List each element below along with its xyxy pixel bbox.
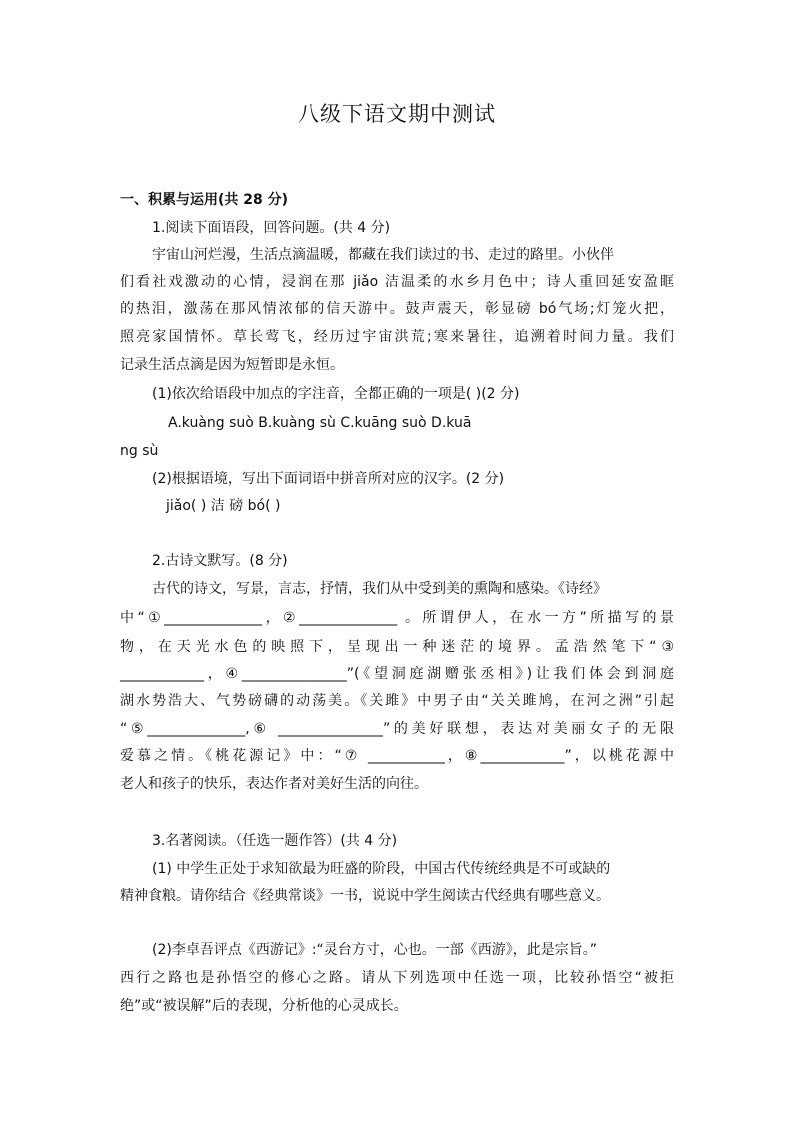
q3-sub2-line: 绝”或“被误解”后的表现，分析他的心灵成长。 bbox=[120, 998, 408, 1014]
q1-paragraph-line: 照亮家国情怀。草长莺飞，经历过宇宙洪荒;寒来暑往，追溯着时间力量。我们 bbox=[120, 329, 674, 345]
q1-sub2-blanks: jiǎo( ) 洁 磅 bó( ) bbox=[166, 498, 281, 514]
q2-paragraph-line: “⑤______________,⑥ _______________”的美好联想，表达对美丽女子的无限 bbox=[120, 721, 674, 737]
q2-prompt: 2.古诗文默写。(8 分) bbox=[152, 553, 288, 569]
q2-paragraph-line: 老人和孩子的快乐，表达作者对美好生活的向往。 bbox=[120, 776, 428, 792]
q2-paragraph-line: 中“①______________，②______________ 。所谓伊人，在水一方”所描写的景 bbox=[120, 610, 674, 626]
q1-sub1-options-wrap: ng sù bbox=[120, 443, 159, 459]
q1-prompt: 1.阅读下面语段，回答问题。(共 4 分) bbox=[152, 220, 391, 236]
q2-paragraph-line: ____________，④_______________”(《望洞庭湖赠张丞相》)让我们体会到洞庭 bbox=[120, 666, 674, 682]
q1-paragraph-line: 宇宙山河烂漫，生活点滴温暖，都藏在我们读过的书、走过的路里。小伙伴 bbox=[152, 247, 614, 263]
q1-paragraph-line: 记录生活点滴是因为短暂即是永恒。 bbox=[120, 357, 344, 373]
q3-sub2-line: (2)李卓吾评点《西游记》:“灵台方寸，心也。一部《西游》，此是宗旨。” bbox=[152, 942, 598, 958]
section-heading: 一、积累与运用(共 28 分) bbox=[120, 192, 289, 208]
q2-paragraph-line: 古代的诗文，写景，言志，抒情，我们从中受到美的熏陶和感染。《诗经》 bbox=[152, 581, 607, 597]
q2-paragraph-line: 物，在天光水色的映照下，呈现出一种迷茫的境界。孟浩然笔下“③ bbox=[120, 639, 674, 655]
q3-sub2-line: 西行之路也是孙悟空的修心之路。请从下列选项中任选一项，比较孙悟空“被拒 bbox=[120, 970, 674, 986]
q3-prompt: 3.名著阅读。（任选一题作答）(共 4 分) bbox=[152, 833, 398, 849]
q1-paragraph-line: 的热泪，激荡在那风情浓郁的信天游中。鼓声震天，彰显磅 bó气场;灯笼火把， bbox=[120, 301, 674, 317]
page-title: 八级下语文期中测试 bbox=[298, 102, 496, 126]
q1-sub1-prompt: (1)依次给语段中加点的字注音，全都正确的一项是( )(2 分) bbox=[152, 386, 520, 402]
q1-paragraph-line: 们看社戏激动的心情，浸润在那 jiǎo 洁温柔的水乡月色中；诗人重回延安盈眶 bbox=[120, 274, 674, 290]
q3-sub1-line: (1) 中学生正处于求知欲最为旺盛的阶段，中国古代传统经典是不可或缺的 bbox=[152, 861, 611, 877]
q1-sub1-options: A.kuàng suò B.kuàng sù C.kuāng suò D.kuā bbox=[168, 415, 472, 431]
q1-sub2-prompt: (2)根据语境，写出下面词语中拼音所对应的汉字。(2 分) bbox=[152, 471, 505, 487]
q3-sub1-line: 精神食粮。请你结合《经典常谈》一书，说说中学生阅读古代经典有哪些意义。 bbox=[120, 888, 610, 904]
q2-paragraph-line: 爱慕之情。《桃花源记》中：“⑦ ___________，⑧____________”，以桃花源中 bbox=[120, 748, 674, 764]
q2-paragraph-line: 湖水势浩大、气势磅礴的动荡美。《关雎》中男子由“关关雎鸠，在河之洲”引起 bbox=[120, 693, 674, 709]
